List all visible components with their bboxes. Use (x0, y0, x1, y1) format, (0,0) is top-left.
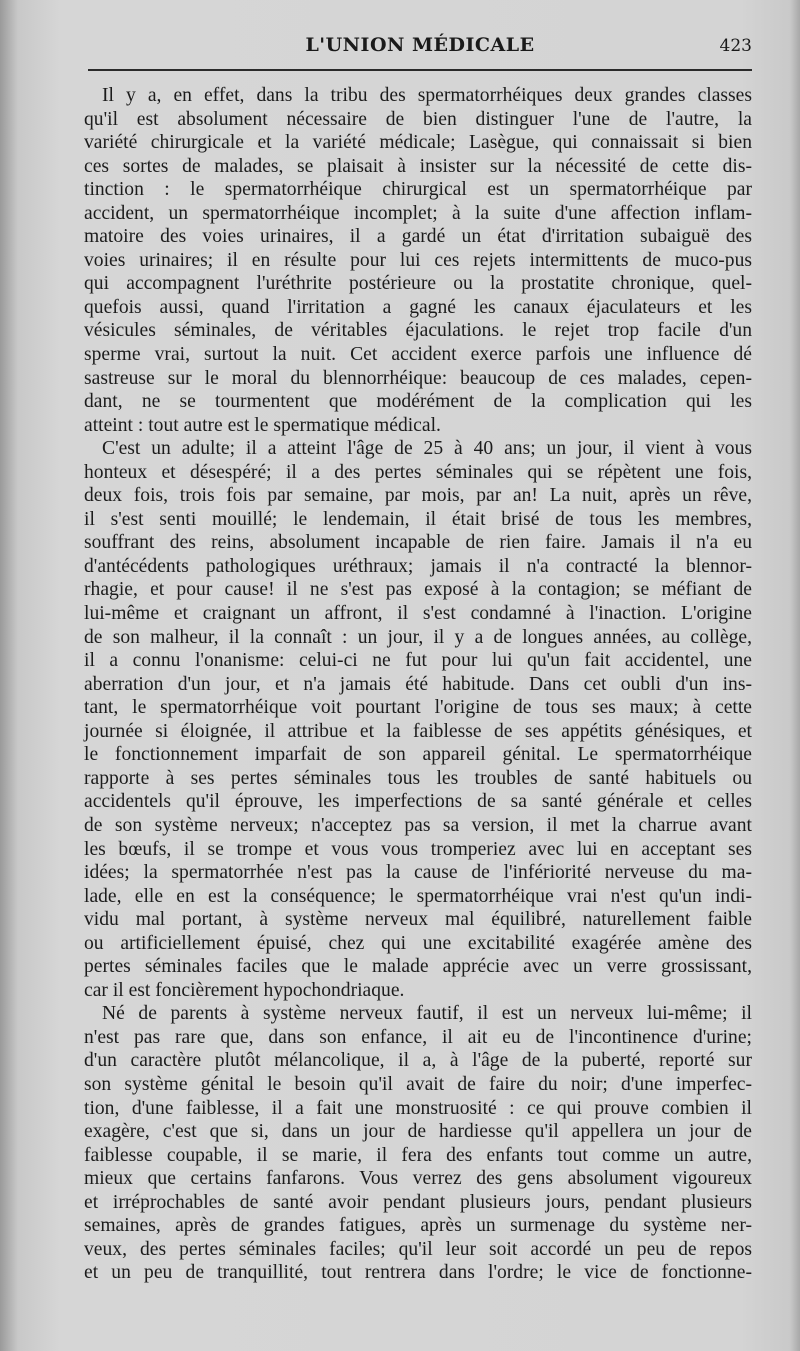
text-line: voies urinaires; il en résulte pour lui ces rejets intermittents de muco-pus (84, 249, 752, 271)
text-line: atteint : tout autre est le spermatique médical. (84, 414, 441, 436)
text-line: deux fois, trois fois par semaine, par mois, par an! La nuit, après un rêve, (84, 485, 752, 507)
text-line: les bœufs, il se trompe et vous vous tromperiez avec lui en acceptant ses (84, 838, 752, 860)
text-line: accident, un spermatorrhéique incomplet; à la suite d'une affection inflam- (84, 202, 752, 224)
text-line: Né de parents à système nerveux fautif, il est un nerveux lui-même; il (102, 1003, 752, 1025)
text-line: Il y a, en effet, dans la tribu des spermatorrhéiques deux grandes classes (102, 85, 752, 106)
text-line: sperme vrai, surtout la nuit. Cet accident exerce parfois une influence dé (84, 344, 752, 366)
text-line: aberration d'un jour, et n'a jamais été habitude. Dans cet oubli d'un ins- (84, 673, 752, 695)
text-line: variété chirurgicale et la variété médicale; Lasègue, qui connaissait si bien (84, 132, 752, 154)
text-line: d'un caractère plutôt mélancolique, il a, à l'âge de la puberté, reporté sur (84, 1050, 752, 1072)
text-line: qu'il est absolument nécessaire de bien distinguer l'une de l'autre, la (84, 108, 752, 130)
text-line: vésicules séminales, de véritables éjaculations. le rejet trop facile d'un (84, 320, 752, 342)
body-text (84, 84, 752, 1285)
text-line: pertes séminales faciles que le malade apprécie avec un verre grossissant, (84, 956, 752, 978)
text-line: vidu mal portant, à système nerveux mal équilibré, naturellement faible (84, 909, 752, 931)
page-number: 423 (719, 36, 752, 56)
text-line: ou artificiellement épuisé, chez qui une excitabilité exagérée amène des (84, 932, 752, 954)
text-line: accidentels qu'il éprouve, les imperfections de sa santé générale et celles (84, 791, 752, 813)
text-line: mieux que certains fanfarons. Vous verrez des gens absolument vigoureux (84, 1168, 752, 1190)
header-rule (88, 69, 752, 71)
text-line: il s'est senti mouillé; le lendemain, il était brisé de tous les membres, (84, 508, 752, 530)
text-line: ces sortes de malades, se plaisait à insister sur la nécessité de cette dis- (84, 155, 752, 177)
text-line: tant, le spermatorrhéique voit pourtant l'origine de tous ses maux; à cette (84, 697, 752, 719)
text-line: qui accompagnent l'uréthrite postérieure ou la prostatite chronique, quel- (84, 273, 752, 295)
text-line: de son système nerveux; n'acceptez pas sa version, il met la charrue avant (84, 814, 752, 836)
text-line: n'est pas rare que, dans son enfance, il ait eu de l'incontinence d'urine; (84, 1026, 752, 1048)
text-line: et un peu de tranquillité, tout rentrera dans l'ordre; le vice de fonctionne- (84, 1262, 752, 1284)
text-line: son système génital le besoin qu'il avait de faire du noir; d'une imperfec- (84, 1073, 752, 1095)
text-line: lade, elle en est la conséquence; le spermatorrhéique vrai n'est qu'un indi- (84, 885, 752, 907)
text-line: il a connu l'onanisme: celui-ci ne fut pour lui qu'un fait accidentel, une (84, 650, 752, 672)
text-line: rhagie, et pour cause! il ne s'est pas exposé à la contagion; se méfiant de (84, 579, 752, 601)
text-line: tinction : le spermatorrhéique chirurgical est un spermatorrhéique par (84, 179, 752, 201)
text-line: veux, des pertes séminales faciles; qu'il leur soit accordé un peu de repos (84, 1238, 752, 1260)
text-line: semaines, après de grandes fatigues, après un surmenage du système ner- (84, 1215, 752, 1237)
running-title: L'UNION MÉDICALE (305, 34, 535, 56)
text-line: tion, d'une faiblesse, il a fait une monstruosité : ce qui prouve combien il (84, 1097, 752, 1119)
text-line: journée si éloignée, il attribue et la faiblesse de ses appétits génésiques, et (84, 720, 752, 742)
text-line: faiblesse coupable, il se marie, il fera des enfants tout comme un autre, (84, 1144, 752, 1166)
text-line: quefois aussi, quand l'irritation a gagné les canaux éjaculateurs et les (84, 296, 752, 318)
text-line: C'est un adulte; il a atteint l'âge de 25 à 40 ans; un jour, il vient à vous (102, 438, 752, 460)
text-line: sastreuse sur le moral du blennorrhéique: beaucoup de ces malades, cepen- (84, 367, 752, 389)
text-line: lui-même et craignant un affront, il s'est condamné à l'inaction. L'origine (84, 603, 752, 625)
text-line: idées; la spermatorrhée n'est pas la cause de l'infériorité nerveuse du ma- (84, 862, 752, 884)
text-line: honteux et désespéré; il a des pertes séminales qui se répètent une fois, (84, 461, 752, 483)
text-line: dant, ne se tourmentent que modérément de la complication qui les (84, 391, 752, 413)
text-line: et irréprochables de santé avoir pendant plusieurs jours, pendant plusieurs (84, 1191, 752, 1213)
text-line: souffrant des reins, absolument incapable de rien faire. Jamais il n'a eu (84, 532, 752, 554)
text-line: d'antécédents pathologiques uréthraux; jamais il n'a contracté la blennor- (84, 555, 752, 577)
text-line: de son malheur, il la connaît : un jour, il y a de longues années, au collège, (84, 626, 752, 648)
text-line: exagère, c'est que si, dans un jour de hardiesse qu'il appellera un jour de (84, 1121, 752, 1143)
page-header (88, 34, 752, 70)
text-line: car il est foncièrement hypochondriaque. (84, 979, 405, 1001)
text-line: rapporte à ses pertes séminales tous les troubles de santé habituels ou (84, 767, 752, 789)
text-line: matoire des voies urinaires, il a gardé un état d'irritation subaiguë des (84, 226, 752, 248)
text-line: le fonctionnement imparfait de son appareil génital. Le spermatorrhéique (84, 744, 752, 766)
